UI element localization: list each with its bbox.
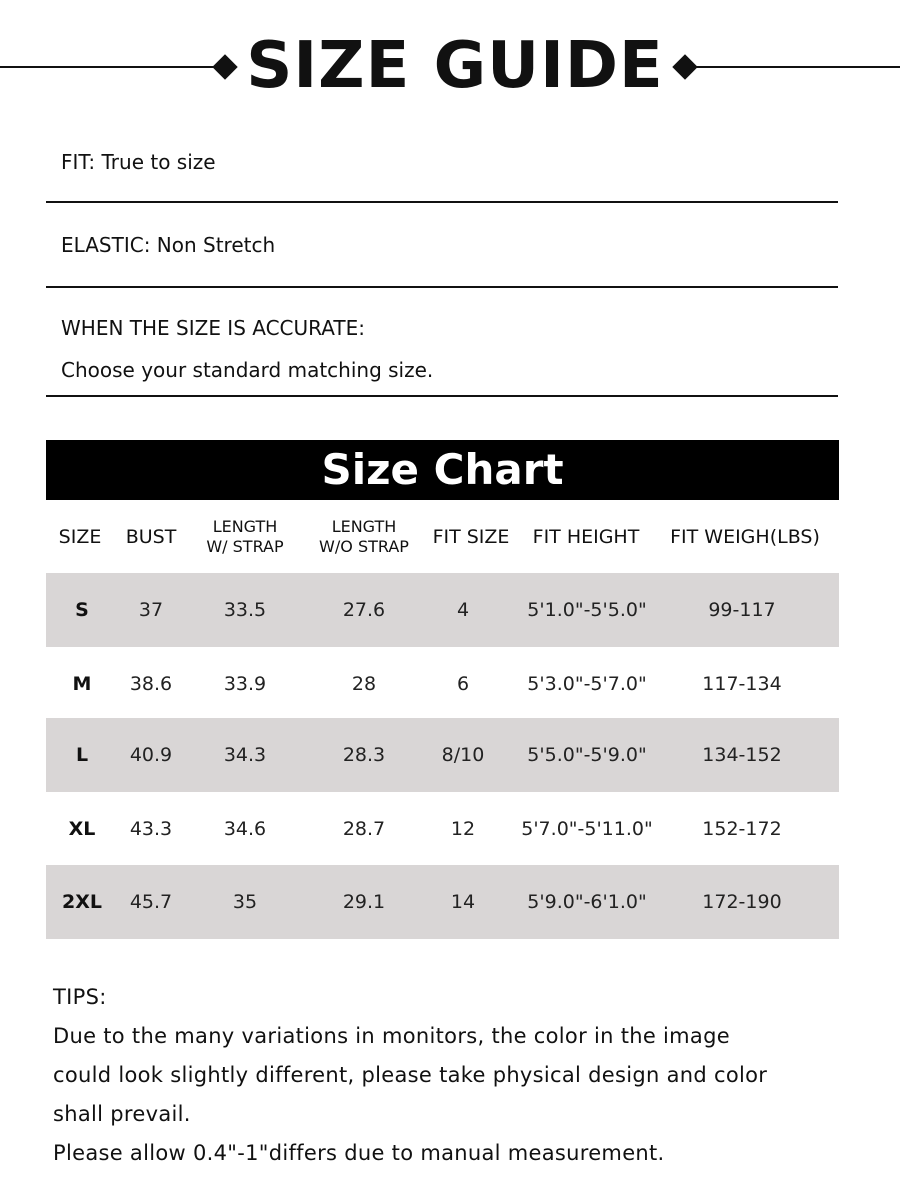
- cell-length-nostrap: 29.1: [342, 891, 386, 913]
- cell-fit-height: 5'9.0"-6'1.0": [527, 891, 647, 913]
- header-size: SIZE: [58, 526, 102, 548]
- cell-fit-height: 5'5.0"-5'9.0": [527, 744, 647, 766]
- header-bust: BUST: [125, 526, 177, 548]
- page-title: SIZE GUIDE: [246, 29, 664, 103]
- cell-bust: 38.6: [129, 673, 173, 695]
- cell-length-strap: 34.6: [223, 818, 267, 840]
- header-rule-left: [0, 66, 218, 68]
- tips-line: shall prevail.: [53, 1102, 191, 1126]
- accurate-heading: WHEN THE SIZE IS ACCURATE:: [61, 316, 365, 340]
- cell-size: 2XL: [62, 891, 102, 913]
- cell-length-nostrap: 28: [351, 673, 377, 695]
- header-rule-right: [683, 66, 900, 68]
- tips-line: Due to the many variations in monitors, the color in the image: [53, 1024, 730, 1048]
- cell-fit-size: 14: [450, 891, 476, 913]
- diamond-icon: [212, 54, 237, 79]
- cell-fit-weight: 152-172: [702, 818, 782, 840]
- cell-length-nostrap: 28.3: [342, 744, 386, 766]
- header-length-nostrap-line2: W/O STRAP: [319, 537, 409, 556]
- cell-bust: 40.9: [129, 744, 173, 766]
- accurate-text: Choose your standard matching size.: [61, 358, 434, 382]
- cell-size: S: [75, 599, 89, 621]
- cell-length-nostrap: 27.6: [342, 599, 386, 621]
- tips-heading: TIPS:: [53, 985, 107, 1009]
- divider: [46, 201, 838, 203]
- header-length-nostrap: [308, 512, 420, 562]
- tips-section: [53, 978, 853, 1173]
- cell-fit-weight: 117-134: [702, 673, 782, 695]
- cell-size: XL: [68, 818, 96, 840]
- cell-fit-size: 6: [456, 673, 470, 695]
- header-fit-height: FIT HEIGHT: [532, 526, 640, 548]
- header-fit-weight: FIT WEIGH(LBS): [670, 526, 820, 548]
- cell-fit-height: 5'7.0"-5'11.0": [521, 818, 653, 840]
- divider: [46, 286, 838, 288]
- cell-fit-weight: 172-190: [702, 891, 782, 913]
- size-guide-header: [0, 22, 900, 112]
- table-row: [46, 792, 839, 866]
- cell-fit-weight: 99-117: [708, 599, 776, 621]
- cell-size: L: [75, 744, 89, 766]
- table-row: [46, 573, 839, 647]
- header-length-strap-line2: W/ STRAP: [206, 537, 284, 556]
- elastic-info: ELASTIC: Non Stretch: [61, 233, 276, 257]
- tips-line: could look slightly different, please take physical design and color: [53, 1063, 768, 1087]
- cell-fit-height: 5'3.0"-5'7.0": [527, 673, 647, 695]
- cell-bust: 45.7: [129, 891, 173, 913]
- cell-fit-size: 8/10: [441, 744, 485, 766]
- cell-length-nostrap: 28.7: [342, 818, 386, 840]
- cell-bust: 43.3: [129, 818, 173, 840]
- cell-fit-size: 12: [450, 818, 476, 840]
- cell-length-strap: 33.5: [223, 599, 267, 621]
- cell-fit-height: 5'1.0"-5'5.0": [527, 599, 647, 621]
- cell-bust: 37: [138, 599, 164, 621]
- cell-size: M: [72, 673, 92, 695]
- size-chart-banner: Size Chart: [46, 440, 839, 500]
- cell-fit-weight: 134-152: [702, 744, 782, 766]
- table-row: [46, 865, 839, 939]
- header-length-strap-line1: LENGTH: [212, 517, 278, 536]
- table-row: [46, 718, 839, 792]
- divider: [46, 395, 838, 397]
- cell-length-strap: 35: [232, 891, 258, 913]
- cell-length-strap: 34.3: [223, 744, 267, 766]
- header-length-nostrap-line1: LENGTH: [331, 517, 397, 536]
- fit-info: FIT: True to size: [61, 150, 216, 174]
- header-fit-size: FIT SIZE: [432, 526, 510, 548]
- table-row: [46, 647, 839, 721]
- cell-length-strap: 33.9: [223, 673, 267, 695]
- header-length-strap: [195, 512, 295, 562]
- cell-fit-size: 4: [456, 599, 470, 621]
- tips-line: Please allow 0.4"-1"differs due to manual measurement.: [53, 1141, 665, 1165]
